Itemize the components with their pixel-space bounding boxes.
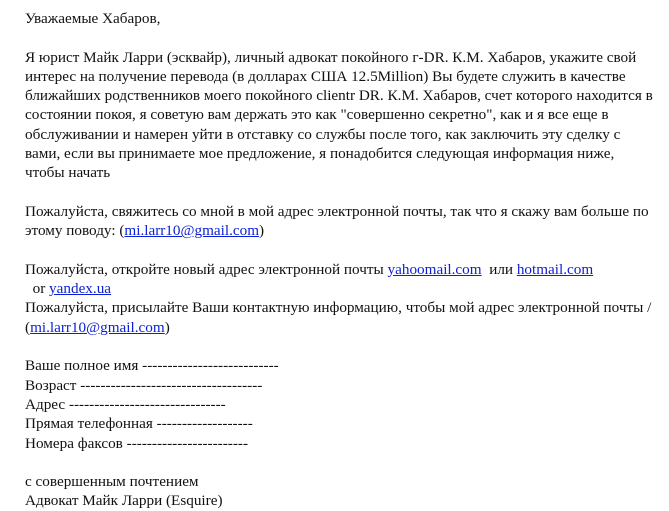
field-direct-phone: Прямая телефонная ------------------- [25,415,253,433]
paragraph-introduction: Я юрист Майк Ларри (эсквайр), личный адвокат покойного г-DR. К.М. Хабаров, укажите свой интерес на получение перевода (в долларах США 12.5Million) Вы будете служить в качестве ближайших родственников моего покойного clientr DR. К.М. Хабаров, счет которого находится в состоянии покоя, я советую вам держать это как "совершенно секретно", как и я все еще в обслуживании и намерен уйти в отставку со службы после того, как заключить эту сделку с вами, если вы принимаете мое предложение, я понадобится следующая информация ниже, чтобы начать [25,48,653,182]
hotmail-link[interactable]: hotmail.com [516,260,594,278]
paragraph-contact [25,202,655,241]
field-address: Адрес ------------------------------- [25,395,226,413]
yandex-link[interactable]: yandex.ua [49,280,112,298]
field-fax-numbers: Номера факсов ------------------------ [25,434,249,452]
field-full-name: Ваше полное имя --------------------------- [25,357,279,375]
paragraph-contact-text: Пожалуйста, свяжитесь со мной в мой адрес электронной почты, так что я скажу вам больше по этому поводу: ( [25,202,649,240]
paren-close: ) [259,222,265,240]
field-age: Возраст ------------------------------------ [25,376,263,394]
connector-text: или [481,260,517,278]
greeting: Уважаемые Хабаров, [25,10,161,27]
paren-close: ) [164,318,170,336]
letter-body [25,9,655,511]
closing: с совершенным почтением [25,473,199,491]
email-link[interactable]: mi.larr10@gmail.com [30,318,165,336]
yahoomail-link[interactable]: yahoomail.com [387,260,482,278]
connector-text: or [25,280,50,298]
paragraph-open-email [25,260,655,299]
paragraph-send-info-text: Пожалуйста, присылайте Ваши контактную информацию, чтобы мой адрес электронной почты / ( [25,299,652,336]
paragraph-send-info [25,298,655,337]
signature: Адвокат Майк Ларри (Esquire) [25,492,223,510]
email-link[interactable]: mi.larr10@gmail.com [124,222,260,240]
paragraph-open-email-text: Пожалуйста, откройте новый адрес электронной почты [25,260,388,278]
